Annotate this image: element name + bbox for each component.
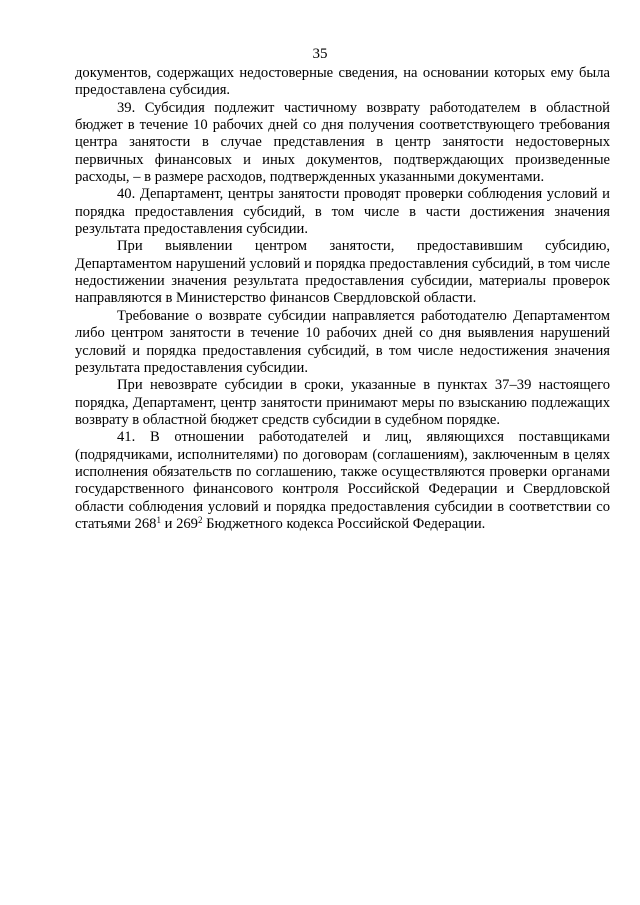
paragraph-non-return: При невозврате субсидии в сроки, указанные в пунктах 37–39 настоящего порядка, Департамент, центр занятости принимают меры по взысканию подлежащих возврату в областной бюджет средств субсидии в судебном порядке.	[75, 377, 610, 428]
paragraph-item-39: 39. Субсидия подлежит частичному возврату работодателем в областной бюджет в течение 10 рабочих дней со дня получения соответствующего требования центра занятости в случае представления в центр занятости недостоверных первичных финансовых и иных документов, подтверждающих произведенные расходы, – в размере расходов, подтвержденных указанными документами.	[75, 99, 610, 186]
paragraph-item-41-text-middle: и 269	[160, 515, 198, 532]
superscript-1: 1	[156, 514, 161, 525]
paragraph-item-40: 40. Департамент, центры занятости проводят проверки соблюдения условий и порядка предоставления субсидий, в том числе в части достижения значения результата предоставления субсидии.	[75, 186, 610, 238]
superscript-2: 2	[197, 514, 203, 525]
paragraph-item-41-text-after: Бюджетного кодекса Российской Федерации.	[202, 515, 486, 532]
paragraph-violations: При выявлении центром занятости, предоставившим субсидию, Департаментом нарушений условий и порядка предоставления субсидий, в том числе недостижении значения результата предоставления субсидии, материалы проверок направляются в Министерство финансов Свердловской области.	[75, 238, 610, 307]
document-body	[75, 65, 610, 533]
paragraph-item-41-text-before: 41. В отношении работодателей и лиц, являющихся поставщиками (подрядчиками, исполнителями) по договорам (соглашениям), заключенным в целях исполнения обязательств по соглашению, также осуществляются проверки органами государственного финансового контроля Российской Федерации и Свердловской области соблюдения условий и порядка предоставления субсидии в соответствии со статьями 268	[75, 429, 610, 532]
paragraph-continuation: документов, содержащих недостоверные сведения, на основании которых ему была предоставлена субсидия.	[75, 65, 610, 99]
paragraph-refund-request: Требование о возврате субсидии направляется работодателю Департаментом либо центром занятости в течение 10 рабочих дней со дня выявления нарушений условий и порядка предоставления субсидий, в том числе недостижения значения результата предоставления субсидии.	[75, 307, 610, 376]
page-number: 35	[312, 46, 328, 62]
paragraph-item-41	[75, 429, 610, 533]
